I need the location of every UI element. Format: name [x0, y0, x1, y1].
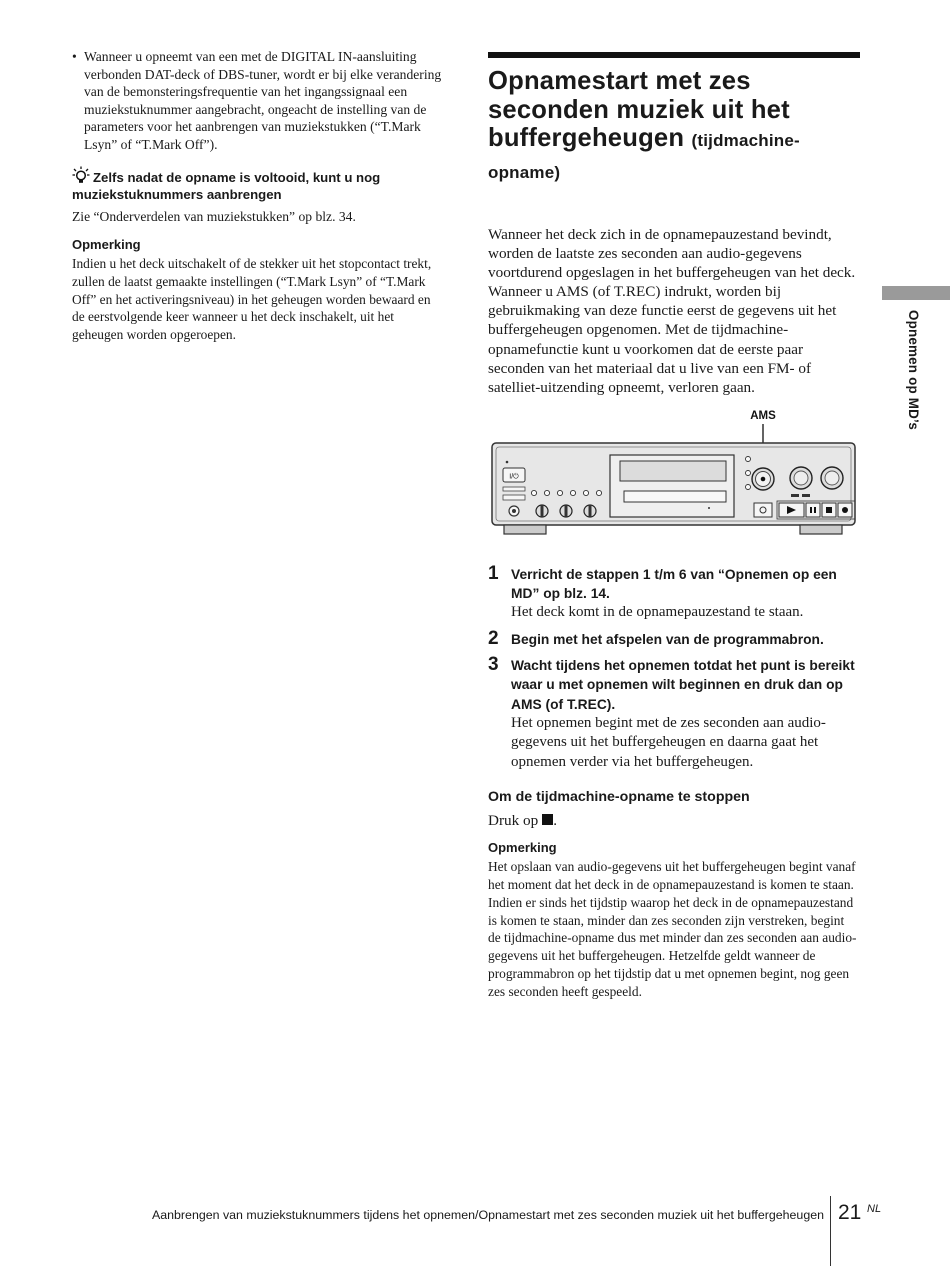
footer-running-title: Aanbrengen van muziekstuknummers tijdens het opnemen/Opnamestart met zes seconden muziek uit het buffergeheugen [151, 1208, 824, 1222]
intro-paragraph: Wanneer het deck zich in de opnamepauzestand bevindt, worden de laatste zes seconden aan audio-gegevens voortdurend opgeslagen in het buffergeheugen van het deck. Wanneer u AMS (of T.REC) indrukt, worden bij gebruikmaking van deze functie eerst de gegevens uit het buffergeheugen opgenomen. Met de tijdmachine-opnamefunctie kunt u voorkomen dat de eerste paar seconden van het materiaal dat u live van een FM- of satelliet-uitzending opneemt, verloren gaan. [488, 226, 856, 396]
left-column [72, 48, 444, 344]
page-number: 21 [838, 1201, 862, 1224]
display-window [620, 461, 726, 481]
section-title-sub: (tijdmachine-opname) [488, 131, 800, 182]
tip-heading-block [72, 166, 444, 204]
stop-instruction [488, 811, 860, 830]
stop-square-icon [542, 814, 553, 825]
power-label: I/⏻ [509, 473, 519, 481]
disc-slot [624, 491, 726, 502]
step-title: Wacht tijdens het opnemen totdat het punt is bereikt waar u met opnemen wilt beginnen en druk dan op AMS (of T.REC). [511, 658, 855, 712]
note-heading: Opmerking [488, 840, 557, 856]
step-title: Verricht de stappen 1 t/m 6 van “Opnemen op een MD” op blz. 14. [511, 566, 837, 602]
step-item [488, 627, 860, 649]
note-heading: Opmerking [72, 237, 141, 253]
note-body: Het opslaan van audio-gegevens uit het buffergeheugen begint vanaf het moment dat het deck in de opnamepauzestand is komen te staan. Indien er sinds het tijdstip waarop het deck in de opnamepauzestand is komen te staan, minder dan zes seconden zijn verstreken, begint de tijdmachine-opname dus met minder dan zes seconden aan audio-gegevens uit het buffergeheugen. Hetzelfde geldt wanneer de programmabron op het tijdstip dat u met opnemen begint, nog geen zes seconden heeft gespeeld. [488, 859, 857, 999]
step-number: 2 [488, 627, 499, 649]
section-rule [488, 52, 860, 58]
bullet-text: Wanneer u opneemt van een met de DIGITAL IN-aansluiting verbonden DAT-deck of DBS-tuner, wordt er bij elke verandering van de bemonsteringsfrequentie van het ingangssignaal een muziekstuknummer aangebracht, ongeacht de instelling van de parameters voor het aanbrengen van muziekstukken (“T.Mark Lsyn” of “T.Mark Off”). [84, 49, 442, 152]
bullet-item [72, 48, 444, 154]
step-description: Het opnemen begint met de zes seconden aan audio-gegevens uit het buffergeheugen en daarna gaat het opnemen verder via het buffergeheugen. [511, 715, 826, 770]
ams-callout-label: AMS [750, 409, 776, 422]
step-item [488, 656, 860, 772]
note-body: Indien u het deck uitschakelt of de stekker uit het stopcontact trekt, zullen de laatst gemaakte instellingen (“T.Mark Lsyn” of “T.Mark Off” en het activeringsniveau) in het geheugen worden bewaard en de eerstvolgende keer wanneer u het deck inschakelt, uit het geheugen worden opgeroepen. [72, 256, 432, 343]
right-column [488, 52, 860, 1001]
deck-foot [800, 525, 842, 534]
page-language: NL [867, 1203, 882, 1215]
tip-body: Zie “Onderverdelen van muziekstukken” op blz. 34. [72, 208, 356, 224]
md-deck-drawing [488, 405, 860, 551]
stop-heading: Om de tijdmachine-opname te stoppen [488, 789, 750, 806]
section-title-main: Opnamestart met zes seconden muziek uit het buffergeheugen [488, 67, 790, 152]
side-tab-bar [882, 286, 950, 300]
section-title [488, 67, 860, 187]
step-number: 3 [488, 654, 499, 676]
side-tab-label: Opnemen op MD’s [906, 310, 921, 431]
step-description: Het deck komt in de opnamepauzestand te staan. [511, 604, 804, 621]
level-knobs [536, 505, 596, 517]
deck-illustration [488, 405, 860, 551]
stop-instruction-text: Druk op [488, 812, 539, 830]
step-number: 1 [488, 562, 499, 584]
stop-instruction-period: . [553, 812, 557, 830]
footer-divider [830, 1196, 831, 1266]
step-title: Begin met het afspelen van de programmabron. [511, 631, 824, 647]
tip-heading: Zelfs nadat de opname is voltooid, kunt u nog muziekstuknummers aanbrengen [72, 169, 381, 203]
step-item [488, 562, 860, 623]
steps-list [488, 562, 860, 772]
bullet-symbol: • [72, 49, 77, 64]
transport-buttons [754, 501, 855, 519]
lightbulb-tip-icon [72, 166, 90, 184]
deck-foot [504, 525, 546, 534]
